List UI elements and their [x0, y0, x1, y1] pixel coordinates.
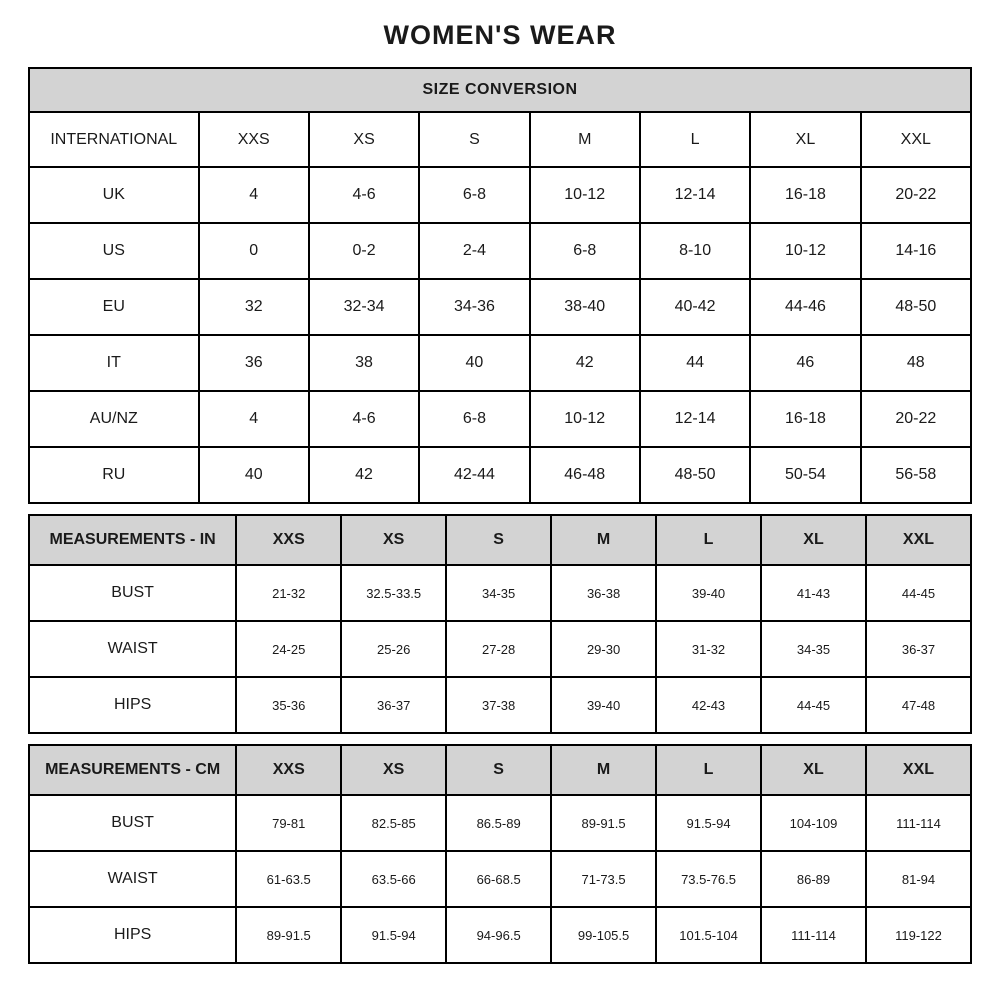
measurements-cm-table	[28, 744, 972, 964]
measurement-value-cell: 25-26	[341, 621, 446, 677]
measurement-value-cell: 61-63.5	[236, 851, 341, 907]
row-label-column-header: INTERNATIONAL	[29, 112, 199, 167]
measurement-value-cell: 63.5-66	[341, 851, 446, 907]
size-column-header: M	[551, 515, 656, 565]
size-value-cell: 12-14	[640, 391, 750, 447]
measurements-header: MEASUREMENTS - IN	[29, 515, 236, 565]
size-value-cell: 8-10	[640, 223, 750, 279]
table-row	[29, 795, 971, 851]
size-column-header: M	[551, 745, 656, 795]
size-value-cell: 4-6	[309, 167, 419, 223]
size-value-cell: 46-48	[530, 447, 640, 503]
measurement-value-cell: 91.5-94	[341, 907, 446, 963]
size-column-header: L	[656, 745, 761, 795]
measurement-value-cell: 82.5-85	[341, 795, 446, 851]
size-column-header: XXS	[236, 515, 341, 565]
size-column-header: L	[656, 515, 761, 565]
size-value-cell: 10-12	[530, 167, 640, 223]
region-label-cell: AU/NZ	[29, 391, 199, 447]
table-row	[29, 112, 971, 167]
table-row	[29, 745, 971, 795]
measurement-value-cell: 36-37	[341, 677, 446, 733]
size-value-cell: 42	[530, 335, 640, 391]
size-conversion-table	[28, 67, 972, 504]
size-value-cell: 46	[750, 335, 860, 391]
table-row	[29, 447, 971, 503]
size-column-header: XL	[761, 745, 866, 795]
table-row	[29, 621, 971, 677]
region-label-cell: IT	[29, 335, 199, 391]
table-row	[29, 223, 971, 279]
size-value-cell: 50-54	[750, 447, 860, 503]
measurement-value-cell: 81-94	[866, 851, 971, 907]
measurement-value-cell: 111-114	[761, 907, 866, 963]
region-label-cell: EU	[29, 279, 199, 335]
size-value-cell: 4-6	[309, 391, 419, 447]
measurement-value-cell: 79-81	[236, 795, 341, 851]
measurement-value-cell: 47-48	[866, 677, 971, 733]
size-value-cell: 6-8	[530, 223, 640, 279]
measurement-value-cell: 24-25	[236, 621, 341, 677]
measurement-label-cell: WAIST	[29, 851, 236, 907]
table-row	[29, 335, 971, 391]
size-value-cell: 48-50	[640, 447, 750, 503]
measurement-value-cell: 91.5-94	[656, 795, 761, 851]
size-value-cell: 0	[199, 223, 309, 279]
table-row	[29, 167, 971, 223]
measurement-value-cell: 29-30	[551, 621, 656, 677]
size-column-header: S	[446, 745, 551, 795]
measurement-value-cell: 36-37	[866, 621, 971, 677]
size-column-header: L	[640, 112, 750, 167]
size-value-cell: 42-44	[419, 447, 529, 503]
size-value-cell: 38-40	[530, 279, 640, 335]
size-column-header: XL	[761, 515, 866, 565]
table-row	[29, 515, 971, 565]
measurement-label-cell: WAIST	[29, 621, 236, 677]
size-value-cell: 40	[199, 447, 309, 503]
measurement-value-cell: 37-38	[446, 677, 551, 733]
size-value-cell: 32-34	[309, 279, 419, 335]
measurement-value-cell: 44-45	[866, 565, 971, 621]
size-value-cell: 10-12	[530, 391, 640, 447]
size-value-cell: 16-18	[750, 391, 860, 447]
measurement-value-cell: 27-28	[446, 621, 551, 677]
measurement-value-cell: 71-73.5	[551, 851, 656, 907]
size-value-cell: 32	[199, 279, 309, 335]
measurement-value-cell: 32.5-33.5	[341, 565, 446, 621]
measurement-value-cell: 119-122	[866, 907, 971, 963]
measurement-value-cell: 39-40	[551, 677, 656, 733]
region-label-cell: US	[29, 223, 199, 279]
measurement-value-cell: 66-68.5	[446, 851, 551, 907]
size-value-cell: 48	[861, 335, 971, 391]
size-column-header: XL	[750, 112, 860, 167]
size-value-cell: 6-8	[419, 391, 529, 447]
measurements-in-table	[28, 514, 972, 734]
measurement-value-cell: 36-38	[551, 565, 656, 621]
measurement-label-cell: HIPS	[29, 907, 236, 963]
table-row	[29, 907, 971, 963]
size-value-cell: 0-2	[309, 223, 419, 279]
size-value-cell: 20-22	[861, 167, 971, 223]
measurement-value-cell: 42-43	[656, 677, 761, 733]
size-column-header: XXL	[866, 745, 971, 795]
size-value-cell: 10-12	[750, 223, 860, 279]
table-row	[29, 68, 971, 112]
size-column-header: XS	[341, 515, 446, 565]
table-row	[29, 851, 971, 907]
size-column-header: XXL	[861, 112, 971, 167]
measurement-value-cell: 86-89	[761, 851, 866, 907]
size-value-cell: 48-50	[861, 279, 971, 335]
page-title: WOMEN'S WEAR	[383, 20, 617, 50]
size-value-cell: 20-22	[861, 391, 971, 447]
measurement-value-cell: 89-91.5	[551, 795, 656, 851]
size-value-cell: 36	[199, 335, 309, 391]
size-value-cell: 38	[309, 335, 419, 391]
size-column-header: XXS	[199, 112, 309, 167]
measurement-value-cell: 41-43	[761, 565, 866, 621]
size-value-cell: 44	[640, 335, 750, 391]
size-column-header: XXS	[236, 745, 341, 795]
size-column-header: S	[419, 112, 529, 167]
size-value-cell: 4	[199, 167, 309, 223]
size-column-header: XS	[309, 112, 419, 167]
measurement-value-cell: 89-91.5	[236, 907, 341, 963]
size-value-cell: 40	[419, 335, 529, 391]
measurement-value-cell: 101.5-104	[656, 907, 761, 963]
measurement-value-cell: 35-36	[236, 677, 341, 733]
measurement-value-cell: 34-35	[761, 621, 866, 677]
measurement-value-cell: 94-96.5	[446, 907, 551, 963]
region-label-cell: UK	[29, 167, 199, 223]
size-value-cell: 34-36	[419, 279, 529, 335]
measurement-value-cell: 31-32	[656, 621, 761, 677]
region-label-cell: RU	[29, 447, 199, 503]
size-value-cell: 2-4	[419, 223, 529, 279]
size-value-cell: 12-14	[640, 167, 750, 223]
measurement-value-cell: 44-45	[761, 677, 866, 733]
size-value-cell: 14-16	[861, 223, 971, 279]
size-column-header: XXL	[866, 515, 971, 565]
size-conversion-header: SIZE CONVERSION	[29, 68, 971, 112]
size-value-cell: 4	[199, 391, 309, 447]
measurement-value-cell: 21-32	[236, 565, 341, 621]
table-row	[29, 391, 971, 447]
size-column-header: XS	[341, 745, 446, 795]
measurement-value-cell: 104-109	[761, 795, 866, 851]
measurement-label-cell: BUST	[29, 795, 236, 851]
measurements-header: MEASUREMENTS - CM	[29, 745, 236, 795]
measurement-value-cell: 99-105.5	[551, 907, 656, 963]
measurement-value-cell: 34-35	[446, 565, 551, 621]
size-value-cell: 16-18	[750, 167, 860, 223]
measurement-label-cell: BUST	[29, 565, 236, 621]
size-value-cell: 6-8	[419, 167, 529, 223]
size-value-cell: 42	[309, 447, 419, 503]
measurement-value-cell: 86.5-89	[446, 795, 551, 851]
table-row	[29, 279, 971, 335]
size-column-header: M	[530, 112, 640, 167]
size-column-header: S	[446, 515, 551, 565]
table-row	[29, 565, 971, 621]
table-row	[29, 677, 971, 733]
size-value-cell: 56-58	[861, 447, 971, 503]
measurement-value-cell: 111-114	[866, 795, 971, 851]
size-value-cell: 44-46	[750, 279, 860, 335]
measurement-value-cell: 73.5-76.5	[656, 851, 761, 907]
measurement-value-cell: 39-40	[656, 565, 761, 621]
measurement-label-cell: HIPS	[29, 677, 236, 733]
size-value-cell: 40-42	[640, 279, 750, 335]
